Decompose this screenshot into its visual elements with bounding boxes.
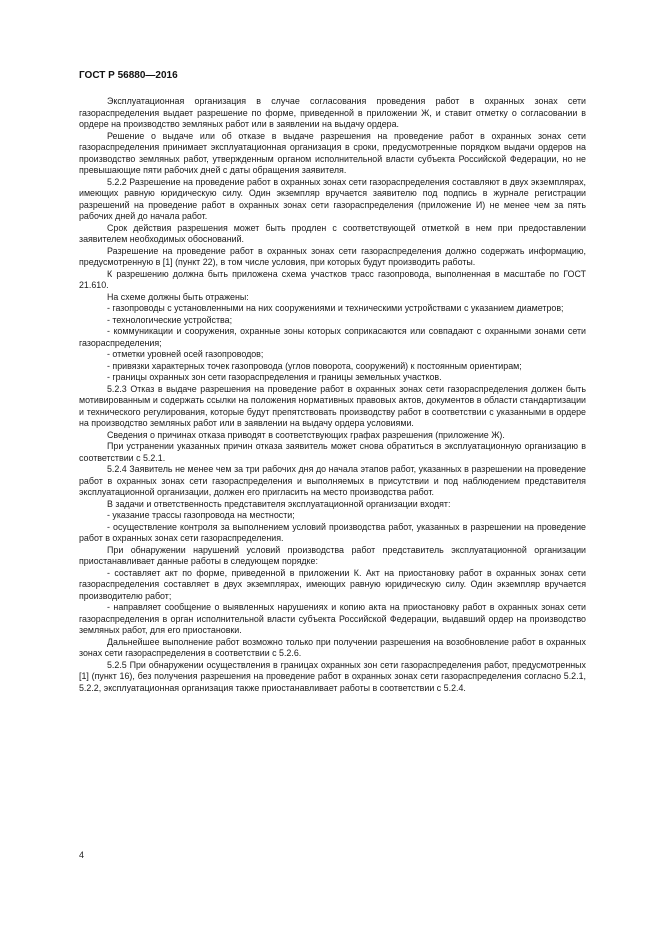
list-item: - указание трассы газопровода на местности; — [107, 510, 295, 520]
paragraph: Разрешение на проведение работ в охранных зонах сети газораспределения должно содержать информацию, предусмотренную в [1] (пункт 22), в том числе условия, при которых будут производить работы. — [79, 245, 586, 267]
paragraph: Сведения о причинах отказа приводят в соответствующих графах разрешения (приложение Ж). — [107, 429, 505, 440]
paragraph: К разрешению должна быть приложена схема участков трасс газопровода, выполненная в масштабе по ГОСТ 21.610. — [79, 268, 586, 290]
paragraph: 5.2.2 Разрешение на проведение работ в охранных зонах сети газораспределения составляют в двух экземплярах, имеющих равную юридическую силу. Один экземпляр вручается заявителю под подпись в журнале регистрации разрешений на проведение работ в охранных зонах сети газораспределения (приложение И) не менее чем за пять рабочих дней до начала работ. — [79, 176, 586, 221]
paragraph: При устранении указанных причин отказа заявитель может снова обратиться в эксплуатационную организацию в соответствии с 5.2.1. — [79, 441, 586, 463]
list-item: - составляет акт по форме, приведенной в приложении К. Акт на приостановку работ в охранных зонах сети газораспределения составляет в двух экземплярах, имеющих равную юридическую силу. Один экземпляр вручается производителю работ; — [79, 567, 586, 601]
paragraph: Срок действия разрешения может быть продлен с соответствующей отметкой в нем при предоставлении заявителем необходимых обоснований. — [79, 222, 586, 244]
paragraph: Дальнейшее выполнение работ возможно только при получении разрешения на возобновление работ в охранных зонах сети газораспределения в соответствии с 5.2.6. — [79, 636, 586, 658]
list-item: - отметки уровней осей газопроводов; — [107, 349, 264, 359]
paragraph: Эксплуатационная организация в случае согласования проведения работ в охранных зонах сети газораспределения выдает разрешение по форме, приведенной в приложении Ж, и ставит отметку о согласовании в ордере на производство земляных работ или в заявлении на выдачу ордера. — [79, 96, 586, 129]
page-number: 4 — [79, 850, 85, 860]
list-item: - газопроводы с установленными на них сооружениями и техническими устройствами с указанием диаметров; — [107, 303, 564, 313]
list-item: - границы охранных зон сети газораспределения и границы земельных участков. — [107, 372, 442, 382]
paragraph: 5.2.5 При обнаружении осуществления в границах охранных зон сети газораспределения работ, предусмотренных [1] (пункт 16), без получения разрешения на проведение работ в охранных зонах сети газораспределения согласно 5.2.1, 5.2.2, эксплуатационная организация также приостанавливает работы в соответствии с 5.2.4. — [79, 659, 586, 693]
document-body — [79, 96, 586, 694]
paragraph: При обнаружении нарушений условий производства работ представитель эксплуатационной организации приостанавливает данные работы в следующем порядке: — [79, 544, 586, 566]
paragraph: В задачи и ответственность представителя эксплуатационной организации входят: — [107, 498, 451, 509]
paragraph: Решение о выдаче или об отказе в выдаче разрешения на проведение работ в охранных зонах сети газораспределения принимает эксплуатационная организация в сроки, предусмотренные порядком выдачи ордеров на производство земляных работ, утвержденным органом исполнительной власти субъекта Российской Федерации, но не превышающие пяти рабочих дней с даты обращения заявителя. — [79, 130, 586, 175]
list-item: - направляет сообщение о выявленных нарушениях и копию акта на приостановку работ в охранных зонах сети газораспределения в орган исполнительной власти субъекта Российской Федерации, выдавший ордер на производство земляных работ, для его приостановки. — [79, 602, 586, 635]
list-item: - коммуникации и сооружения, охранные зоны которых соприкасаются или совпадают с охранными зонами сети газораспределения; — [79, 326, 586, 348]
paragraph: 5.2.4 Заявитель не менее чем за три рабочих дня до начала этапов работ, указанных в разрешении на проведение работ в охранных зонах сети газораспределения и выполняемых в присутствии и под наблюдением представителя эксплуатационной организации, должен его пригласить на место производства работ. — [79, 464, 586, 497]
document-header: ГОСТ Р 56880—2016 — [79, 70, 178, 81]
list-item: - осуществление контроля за выполнением условий производства работ, указанных в разрешении на проведение работ в охранных зонах сети газораспределения. — [79, 521, 586, 543]
paragraph: 5.2.3 Отказ в выдаче разрешения на проведение работ в охранных зонах сети газораспределения должен быть мотивированным и содержать ссылки на положения нормативных правовых актов, документов в области стандартизации и технического регулирования, которые будут препятствовать производству работ в соответствии с указанными в ордере на производство земляных работ или в заявлении на выдачу ордера условиями. — [79, 383, 586, 428]
list-item: - технологические устройства; — [107, 314, 233, 325]
list-item: - привязки характерных точек газопровода (углов поворота, сооружений) к постоянным ориентирам; — [107, 360, 522, 371]
paragraph: На схеме должны быть отражены: — [107, 291, 249, 302]
